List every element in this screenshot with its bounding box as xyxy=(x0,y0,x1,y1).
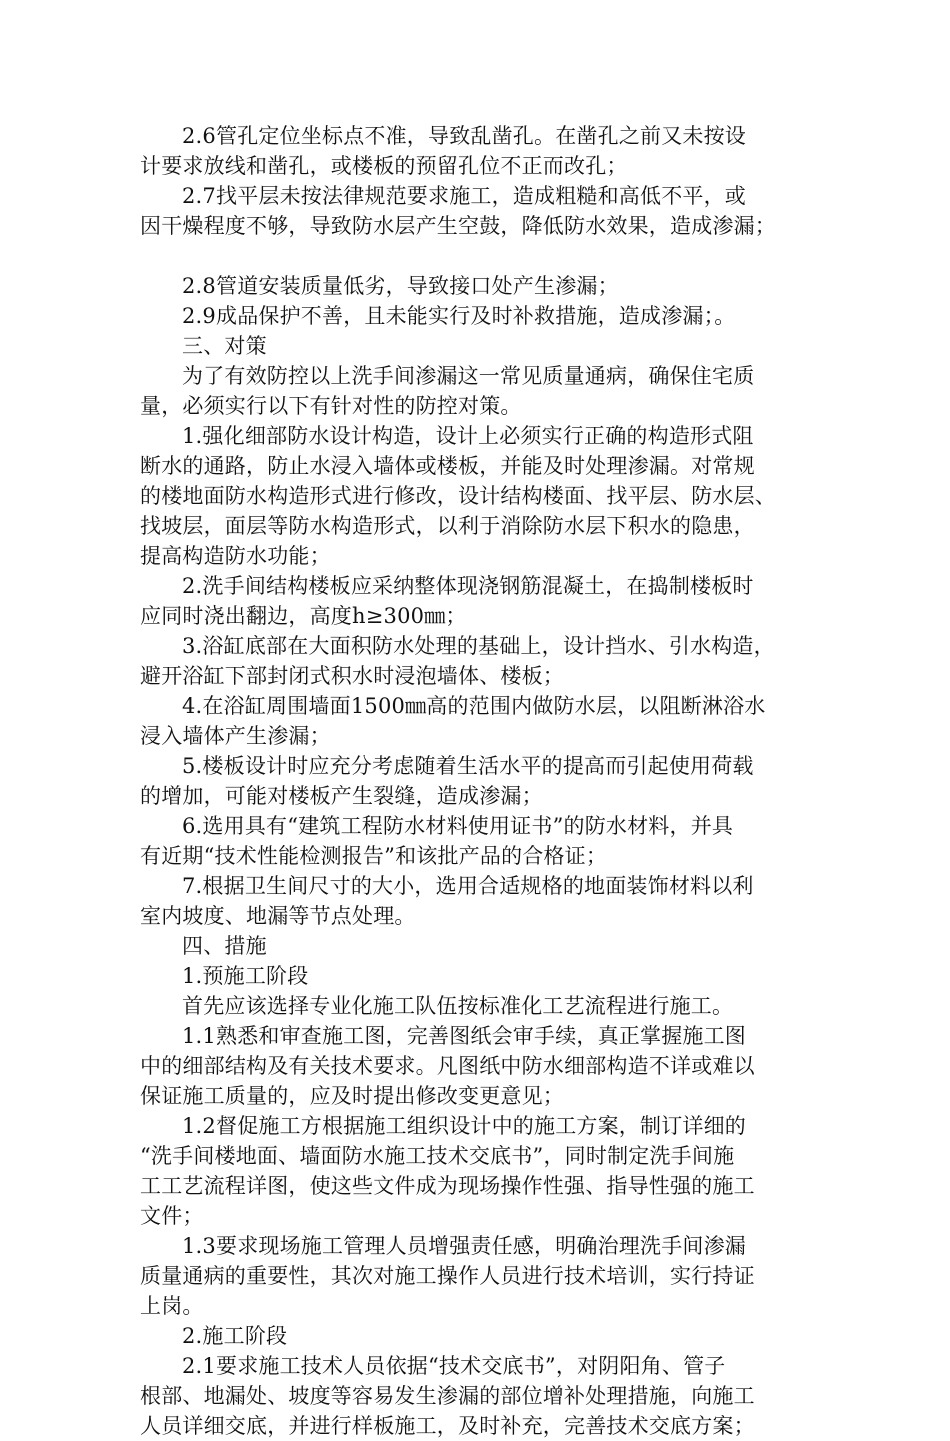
text-line: 工工艺流程详图，使这些文件成为现场操作性强、指导性强的施工 xyxy=(140,1174,755,1198)
text-line: 四、措施 xyxy=(182,934,267,958)
paragraph xyxy=(140,1321,800,1351)
paragraph xyxy=(140,121,800,181)
text-line: 2.8管道安装质量低劣，导致接口处产生渗漏； xyxy=(182,274,619,298)
text-line: 浸入墙体产生渗漏； xyxy=(140,724,331,748)
text-line: 三、对策 xyxy=(182,334,267,358)
blank-line xyxy=(140,241,800,271)
text-line: 5.楼板设计时应充分考虑随着生活水平的提高而引起使用荷载 xyxy=(182,754,754,778)
paragraph xyxy=(140,571,800,631)
text-line: 避开浴缸下部封闭式积水时浸泡墙体、楼板； xyxy=(140,664,564,688)
paragraph xyxy=(140,301,800,331)
text-line: 提高构造防水功能； xyxy=(140,544,331,568)
text-line: 3.浴缸底部在大面积防水处理的基础上，设计挡水、引水构造， xyxy=(182,634,775,658)
text-line: 量，必须实行以下有针对性的防控对策。 xyxy=(140,394,522,418)
text-line: 4.在浴缸周围墙面1500㎜高的范围内做防水层，以阻断淋浴水 xyxy=(182,694,766,718)
paragraph xyxy=(140,691,800,751)
paragraph xyxy=(140,421,800,571)
text-line: 应同时浇出翻边，高度h≥300㎜； xyxy=(140,604,467,628)
paragraph xyxy=(140,1111,800,1231)
text-line: 2.1要求施工技术人员依据“技术交底书”，对阴阳角、管子 xyxy=(182,1354,726,1378)
paragraph xyxy=(140,361,800,421)
text-line: 断水的通路，防止水浸入墙体或楼板，并能及时处理渗漏。对常规 xyxy=(140,454,755,478)
text-line: 为了有效防控以上洗手间渗漏这一常见质量通病，确保住宅质 xyxy=(182,364,755,388)
blank-line xyxy=(140,241,800,271)
text-line: 1.强化细部防水设计构造，设计上必须实行正确的构造形式阻 xyxy=(182,424,754,448)
paragraph xyxy=(140,751,800,811)
paragraph xyxy=(140,331,800,361)
text-line: 2.7找平层未按法律规范要求施工，造成粗糙和高低不平，或 xyxy=(182,184,746,208)
text-line: 上岗。 xyxy=(140,1294,204,1318)
paragraph xyxy=(140,181,800,241)
paragraph xyxy=(140,1351,800,1441)
text-line: 1.预施工阶段 xyxy=(182,964,309,988)
paragraph xyxy=(140,631,800,691)
text-line: 质量通病的重要性，其次对施工操作人员进行技术培训，实行持证 xyxy=(140,1264,755,1288)
text-line: 1.3要求现场施工管理人员增强责任感，明确治理洗手间渗漏 xyxy=(182,1234,746,1258)
text-line: 2.洗手间结构楼板应采纳整体现浇钢筋混凝土，在捣制楼板时 xyxy=(182,574,754,598)
paragraph xyxy=(140,1021,800,1111)
text-line: 室内坡度、地漏等节点处理。 xyxy=(140,904,416,928)
text-line: 找坡层，面层等防水构造形式，以利于消除防水层下积水的隐患， xyxy=(140,514,755,538)
text-line: 2.6管孔定位坐标点不准，导致乱凿孔。在凿孔之前又未按设 xyxy=(182,124,746,148)
text-line: 有近期“技术性能检测报告”和该批产品的合格证； xyxy=(140,844,608,868)
document-body xyxy=(140,121,800,1441)
text-line: 因干燥程度不够，导致防水层产生空鼓，降低防水效果，造成渗漏； xyxy=(140,214,776,238)
paragraph xyxy=(140,931,800,961)
text-line: 首先应该选择专业化施工队伍按标准化工艺流程进行施工。 xyxy=(182,994,734,1018)
text-line: 计要求放线和凿孔，或楼板的预留孔位不正而改孔； xyxy=(140,154,628,178)
paragraph xyxy=(140,961,800,991)
text-line: 根部、地漏处、坡度等容易发生渗漏的部位增补处理措施，向施工 xyxy=(140,1384,755,1408)
paragraph xyxy=(140,1231,800,1321)
text-line: 保证施工质量的，应及时提出修改变更意见； xyxy=(140,1084,564,1108)
text-line: 文件； xyxy=(140,1204,204,1228)
text-line: 人员详细交底，并进行样板施工，及时补充，完善技术交底方案； xyxy=(140,1414,755,1438)
text-line: 1.2督促施工方根据施工组织设计中的施工方案，制订详细的 xyxy=(182,1114,746,1138)
text-line: 的增加，可能对楼板产生裂缝，造成渗漏； xyxy=(140,784,543,808)
paragraph xyxy=(140,271,800,301)
paragraph xyxy=(140,811,800,871)
text-line: 6.选用具有“建筑工程防水材料使用证书”的防水材料，并具 xyxy=(182,814,734,838)
text-line: 2.9成品保护不善，且未能实行及时补救措施，造成渗漏；。 xyxy=(182,304,736,328)
text-line: 中的细部结构及有关技术要求。凡图纸中防水细部构造不详或难以 xyxy=(140,1054,755,1078)
paragraph xyxy=(140,871,800,931)
text-line: “洗手间楼地面、墙面防水施工技术交底书”，同时制定洗手间施 xyxy=(140,1144,735,1168)
text-line: 2.施工阶段 xyxy=(182,1324,288,1348)
paragraph xyxy=(140,991,800,1021)
text-line: 7.根据卫生间尺寸的大小，选用合适规格的地面装饰材料以利 xyxy=(182,874,754,898)
text-line: 1.1熟悉和审查施工图，完善图纸会审手续，真正掌握施工图 xyxy=(182,1024,746,1048)
text-line: 的楼地面防水构造形式进行修改，设计结构楼面、找平层、防水层、 xyxy=(140,484,776,508)
